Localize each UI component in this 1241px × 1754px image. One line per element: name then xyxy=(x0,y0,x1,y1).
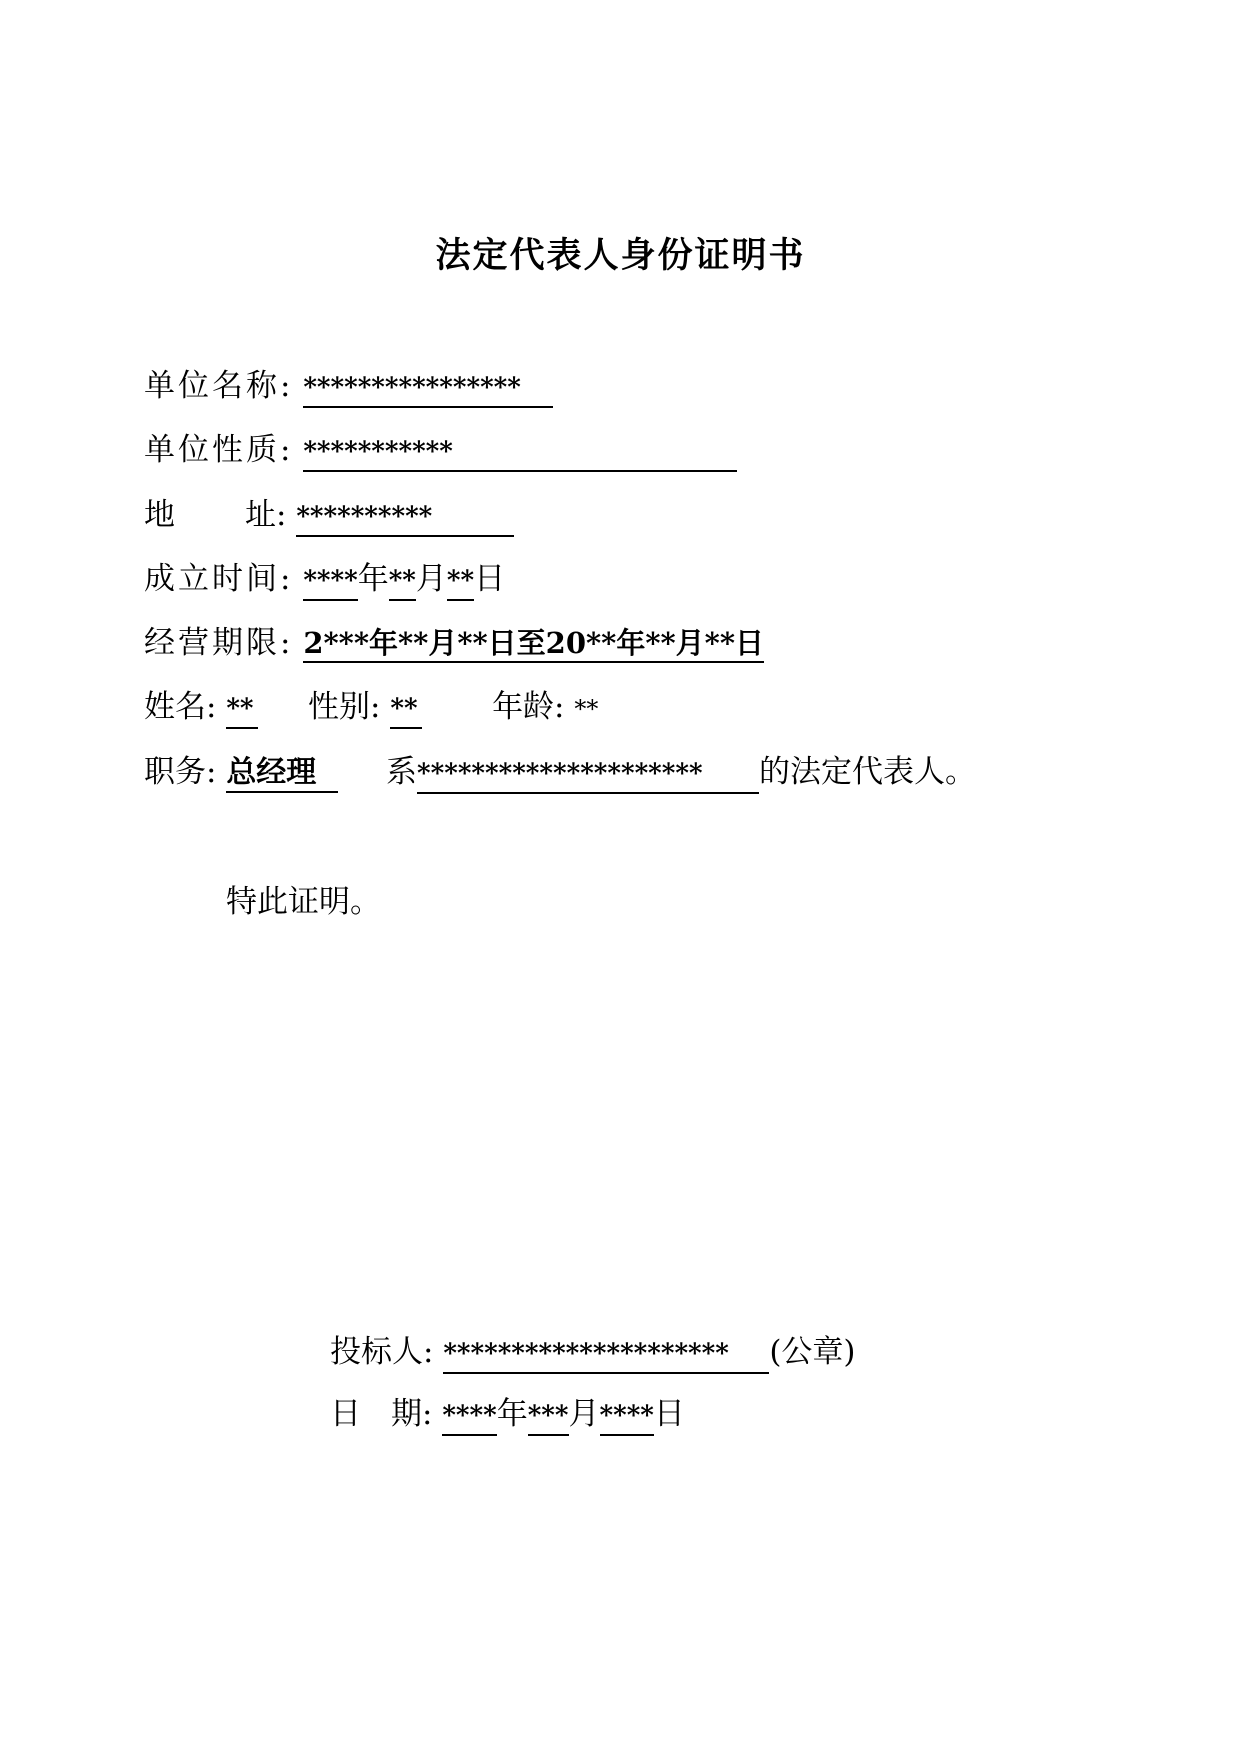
unit-nature-label: 单位性质: xyxy=(144,432,294,468)
position-label: 职务: xyxy=(144,754,217,790)
date-label-b: 期: xyxy=(391,1396,433,1432)
operation-period-label: 经营期限: xyxy=(144,625,294,661)
established-row xyxy=(144,557,505,601)
date-month: *** xyxy=(528,1398,569,1436)
date-day-unit: 日 xyxy=(653,1396,685,1432)
document-title: 法定代表人身份证明书 xyxy=(435,235,806,276)
address-label-a: 地 xyxy=(144,497,175,533)
position-value: 总经理 xyxy=(226,755,338,793)
date-year: **** xyxy=(442,1398,496,1436)
position-row xyxy=(144,750,976,794)
date-year-unit: 年 xyxy=(496,1396,528,1432)
age-label: 年龄: xyxy=(492,689,565,725)
company-value: ********************* xyxy=(417,756,759,794)
bidder-label: 投标人: xyxy=(330,1334,434,1370)
operation-period-value: 2***年**月**日至20**年**月**日 xyxy=(303,625,764,663)
name-label: 姓名: xyxy=(144,689,217,725)
unit-name-row xyxy=(144,364,553,408)
name-value: ** xyxy=(226,691,258,729)
age-value: ** xyxy=(574,695,599,723)
established-month: ** xyxy=(389,563,416,601)
date-month-unit: 月 xyxy=(568,1396,600,1432)
established-year-unit: 年 xyxy=(357,561,389,597)
certify-text: 特此证明。 xyxy=(226,884,381,920)
date-row xyxy=(330,1392,685,1436)
bidder-seal: (公章) xyxy=(769,1334,856,1370)
address-value: ********** xyxy=(296,499,514,537)
date-label-a: 日 xyxy=(330,1396,361,1432)
gender-value: ** xyxy=(390,691,422,729)
established-label: 成立时间: xyxy=(144,561,294,597)
position-suffix: 的法定代表人。 xyxy=(759,754,977,790)
address-label-b: 址: xyxy=(245,497,287,533)
address-row xyxy=(144,493,514,537)
bidder-value: ********************* xyxy=(443,1336,769,1374)
gender-label: 性别: xyxy=(308,689,381,725)
relation-text: 系 xyxy=(386,754,418,790)
established-year: **** xyxy=(303,563,357,601)
unit-name-label: 单位名称: xyxy=(144,368,294,404)
established-month-unit: 月 xyxy=(415,561,447,597)
unit-nature-value: *********** xyxy=(303,434,737,472)
date-day: **** xyxy=(600,1398,654,1436)
person-row xyxy=(144,685,598,731)
bidder-row xyxy=(330,1330,856,1374)
established-day-unit: 日 xyxy=(474,561,506,597)
established-day: ** xyxy=(447,563,474,601)
operation-period-row xyxy=(144,621,764,665)
unit-name-value: **************** xyxy=(303,370,553,408)
unit-nature-row xyxy=(144,428,737,472)
